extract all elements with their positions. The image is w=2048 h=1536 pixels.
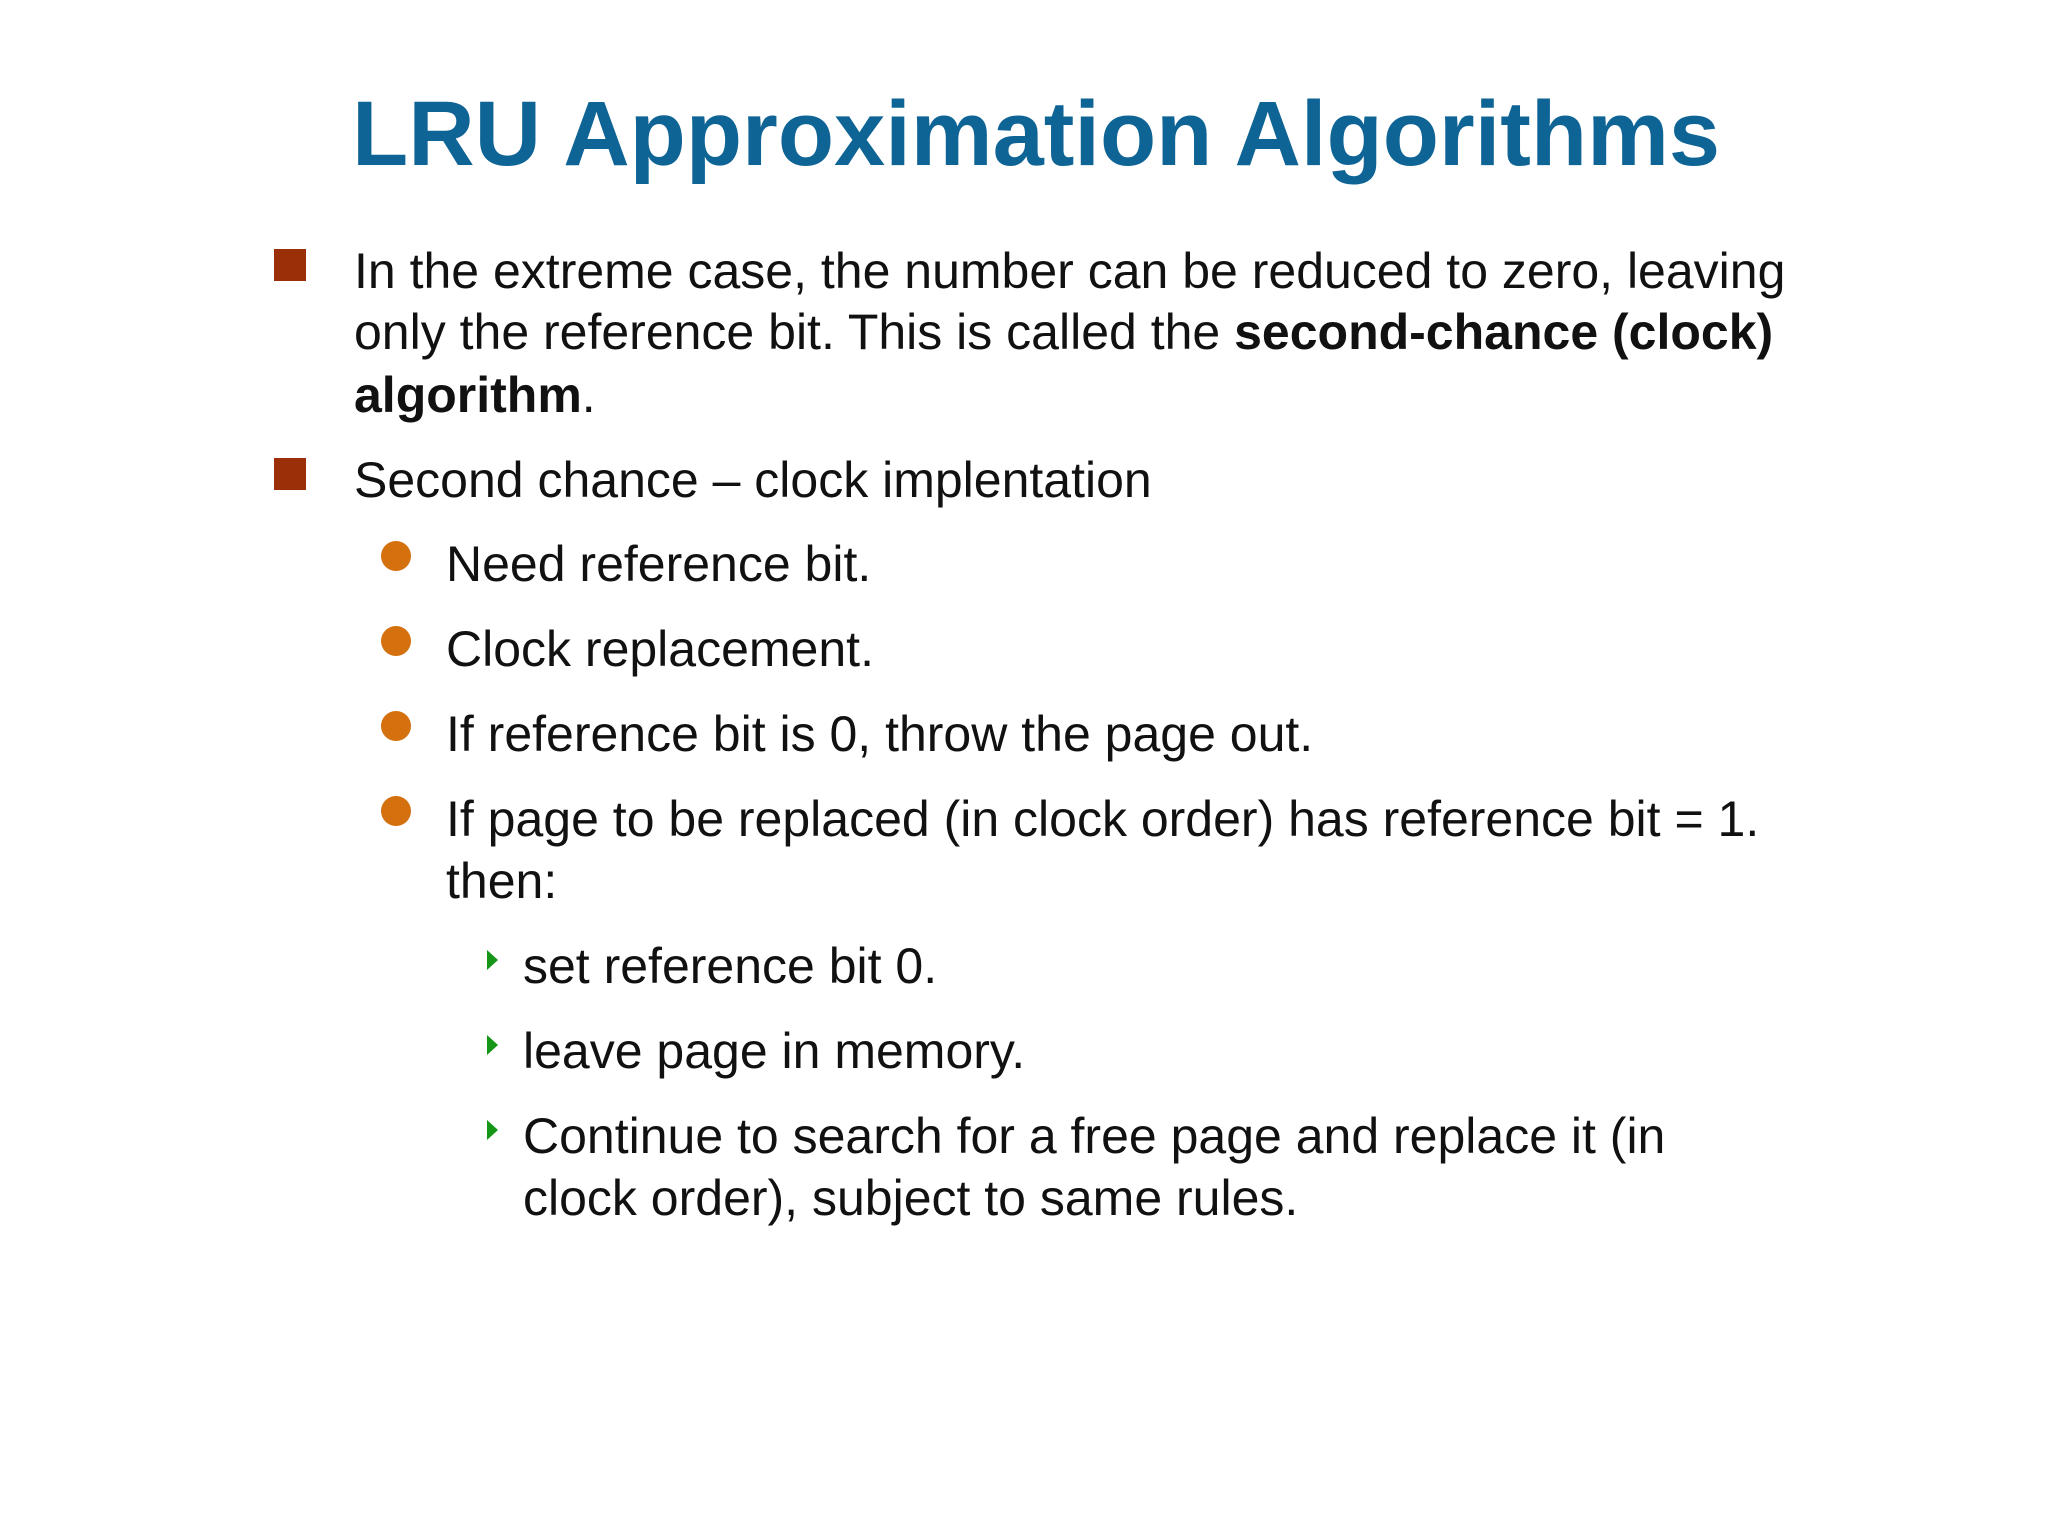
sub-bullet-1: Need reference bit.	[446, 536, 872, 592]
bullet-1-line-2-text: only the reference bit. This is called the	[354, 304, 1235, 360]
sub-sub-bullet-2: leave page in memory.	[523, 1023, 1026, 1079]
circle-bullet-icon	[381, 626, 411, 656]
bullet-1-line-2	[354, 301, 1773, 363]
square-bullet-icon	[274, 458, 306, 490]
sub-sub-bullet-3-line-2: clock order), subject to same rules.	[523, 1170, 1299, 1226]
triangle-bullet-icon	[487, 950, 498, 970]
triangle-bullet-icon	[487, 1120, 498, 1140]
sub-bullet-4-line-2: then:	[446, 853, 558, 909]
sub-bullet-4-line-1: If page to be replaced (in clock order) has reference bit = 1.	[446, 791, 1760, 847]
bullet-1-period: .	[581, 367, 596, 423]
sub-bullet-2: Clock replacement.	[446, 621, 874, 677]
bullet-1-line-3	[354, 364, 596, 426]
circle-bullet-icon	[381, 711, 411, 741]
bullet-1-bold-term: second-chance (clock)	[1234, 304, 1774, 360]
bullet-2-text: Second chance – clock implentation	[354, 452, 1152, 508]
bullet-1-bold-term-end: algorithm	[354, 367, 582, 423]
slide-title: LRU Approximation Algorithms	[352, 83, 1721, 185]
sub-sub-bullet-3-line-1: Continue to search for a free page and replace it (in	[523, 1108, 1666, 1164]
circle-bullet-icon	[381, 541, 411, 571]
bullet-1-line-1: In the extreme case, the number can be reduced to zero, leaving	[354, 243, 1786, 299]
triangle-bullet-icon	[487, 1035, 498, 1055]
sub-bullet-3: If reference bit is 0, throw the page out.	[446, 706, 1314, 762]
circle-bullet-icon	[381, 796, 411, 826]
square-bullet-icon	[274, 249, 306, 281]
sub-sub-bullet-1: set reference bit 0.	[523, 938, 938, 994]
